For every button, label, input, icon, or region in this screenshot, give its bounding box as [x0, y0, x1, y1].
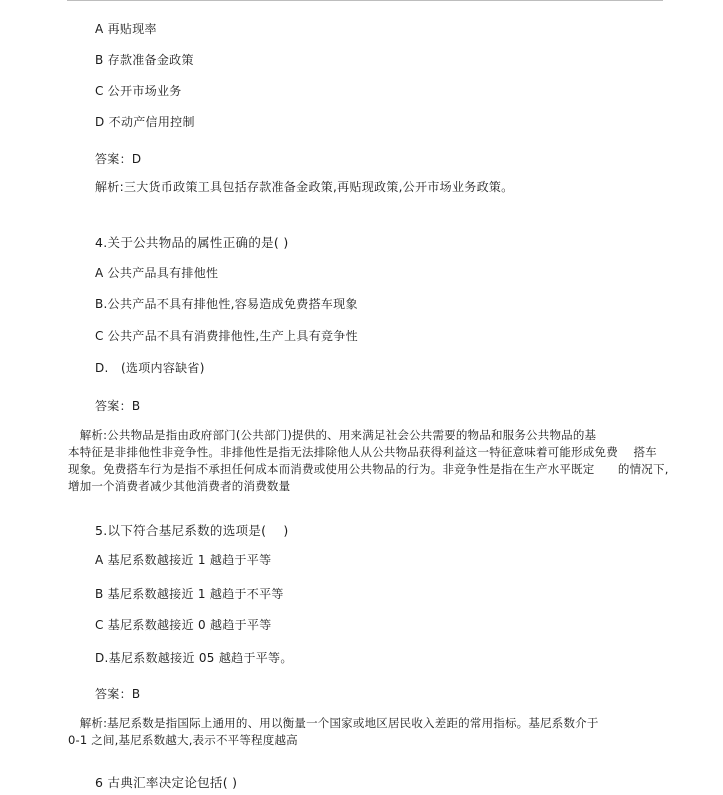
q5-analysis-line: 解析:基尼系数是指国际上通用的、用以衡量一个国家或地区居民收入差距的常用指标。基尼系数介于 — [68, 716, 599, 730]
q3-option-b: B 存款准备金政策 — [95, 53, 194, 67]
top-divider — [67, 0, 663, 1]
q4-question: 4.关于公共物品的属性正确的是( ) — [95, 235, 289, 250]
q4-answer: 答案：B — [95, 399, 141, 413]
q5-option-c: C 基尼系数越接近 0 越趋于平等 — [95, 618, 272, 632]
q3-option-d: D 不动产信用控制 — [95, 115, 195, 129]
q3-option-c: C 公开市场业务 — [95, 84, 182, 98]
q4-analysis-line: 本特征是非排他性非竞争性。非排他性是指无法排除他人从公共物品获得利益这一特征意味着可能形成免费 搭车 — [68, 445, 657, 459]
q5-question: 5.以下符合基尼系数的选项是( ) — [95, 523, 289, 538]
q4-analysis-line: 解析:公共物品是指由政府部门(公共部门)提供的、用来满足社会公共需要的物品和服务公共物品的基 — [68, 428, 597, 442]
q5-option-d: D.基尼系数越接近 05 越趋于平等。 — [95, 651, 293, 665]
q4-analysis-line: 现象。免费搭车行为是指不承担任何成本而消费或使用公共物品的行为。非竞争性是指在生产水平既定 的情况下, — [68, 462, 669, 476]
q5-option-b: B 基尼系数越接近 1 越趋于不平等 — [95, 587, 284, 601]
q4-option-d: D. (选项内容缺省) — [95, 361, 205, 375]
q6-question: 6 古典汇率决定论包括( ) — [95, 775, 238, 790]
q5-analysis-line: 0-1 之间,基尼系数越大,表示不平等程度越高 — [68, 733, 298, 747]
q5-answer: 答案：B — [95, 687, 141, 701]
q4-option-c: C 公共产品不具有消费排他性,生产上具有竞争性 — [95, 329, 358, 343]
q4-analysis — [68, 427, 669, 495]
q4-option-a: A 公共产品具有排他性 — [95, 266, 219, 280]
q3-analysis: 解析:三大货币政策工具包括存款准备金政策,再贴现政策,公开市场业务政策。 — [95, 180, 514, 194]
q4-analysis-line: 增加一个消费者减少其他消费者的消费数量 — [68, 479, 291, 493]
q4-option-b: B.公共产品不具有排他性,容易造成免费搭车现象 — [95, 297, 358, 311]
q3-option-a: A 再贴现率 — [95, 22, 157, 36]
q3-answer: 答案：D — [95, 152, 142, 166]
q5-option-a: A 基尼系数越接近 1 越趋于平等 — [95, 553, 272, 567]
q5-analysis — [68, 715, 599, 749]
